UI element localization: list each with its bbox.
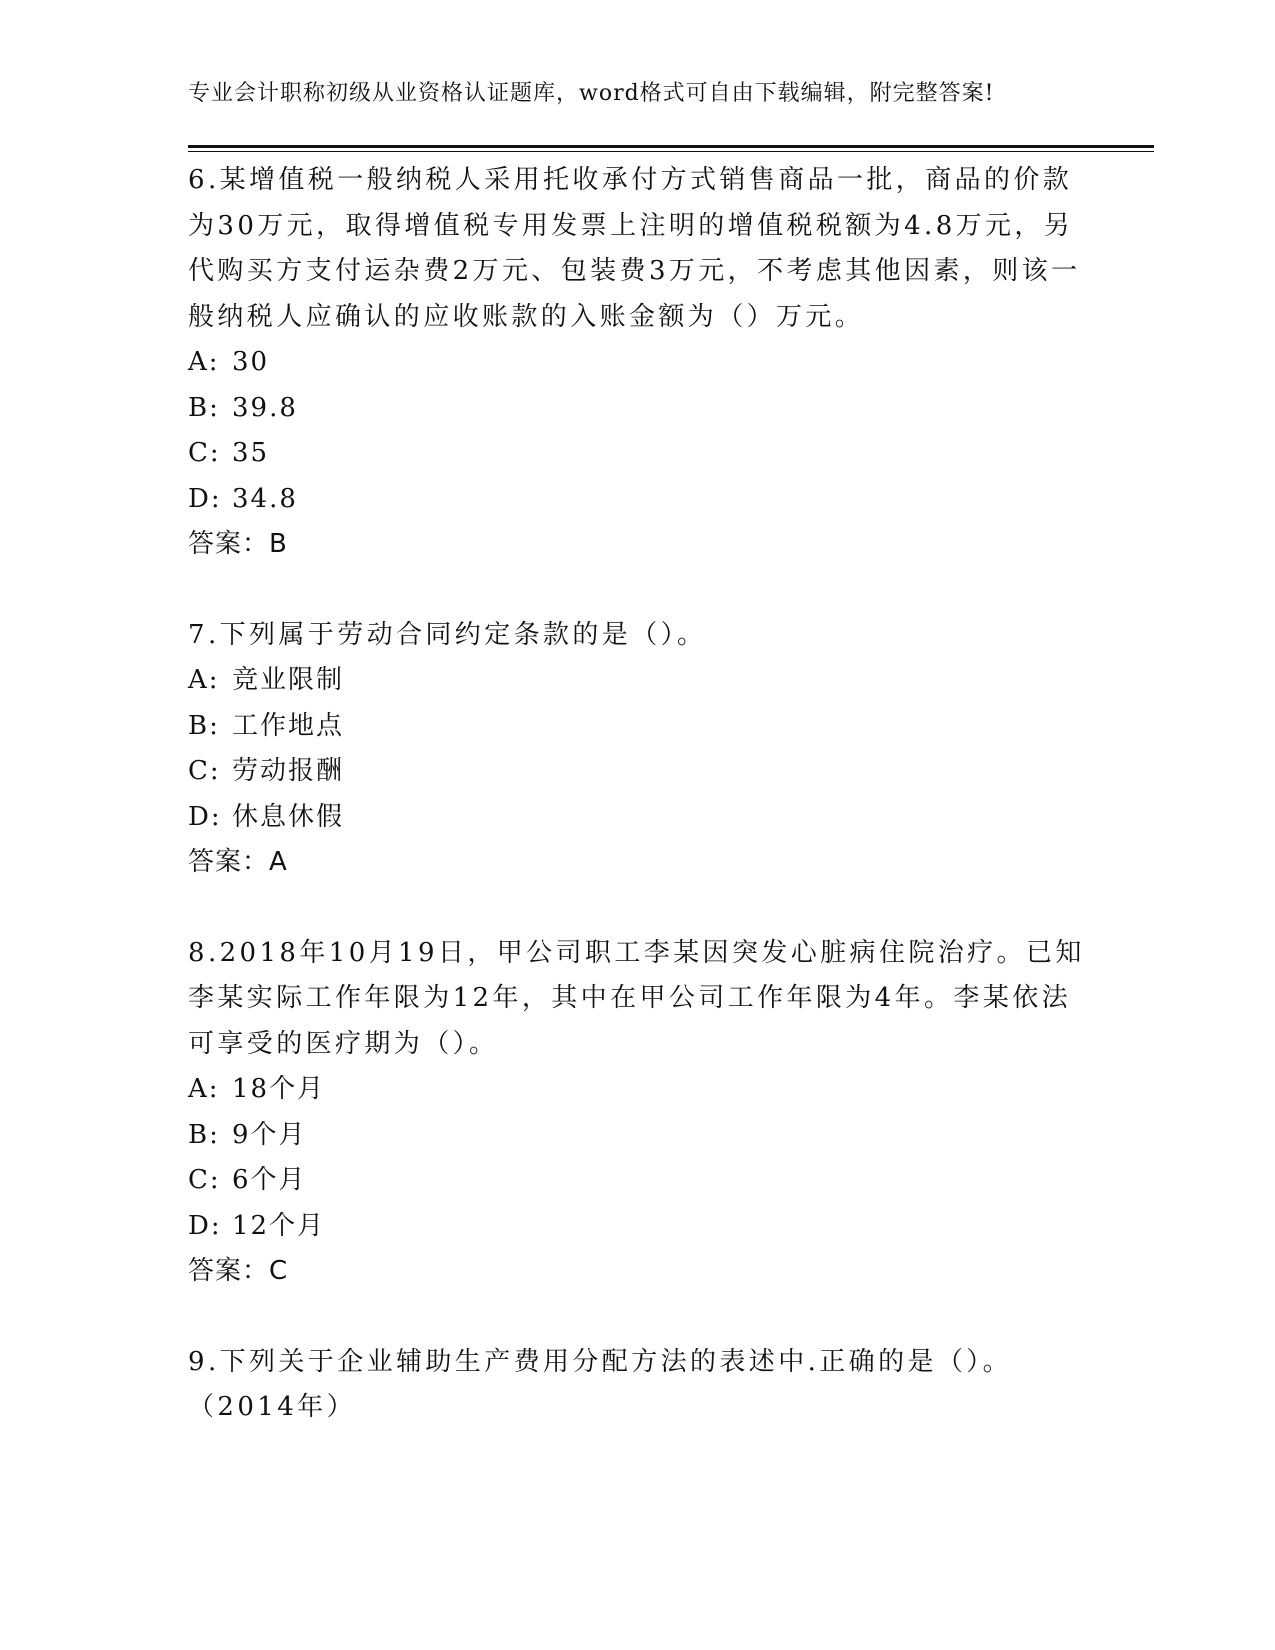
question-stem: 7.下列属于劳动合同约定条款的是（）。 bbox=[188, 619, 707, 650]
question-stem: 8.2018年10月19日，甲公司职工李某因突发心脏病住院治疗。已知李某实际工作年限为12年，其中在甲公司工作年限为4年。李某依法可享受的医疗期为（）。 bbox=[188, 937, 1085, 1059]
option-c: C: 6个月 bbox=[188, 1165, 307, 1195]
answer-line: 答案：B bbox=[188, 529, 288, 559]
spacer bbox=[188, 1295, 1088, 1340]
question-6 bbox=[188, 158, 1088, 568]
answer-line: 答案：C bbox=[188, 1256, 289, 1286]
option-d: D: 12个月 bbox=[188, 1210, 326, 1241]
option-c: C: 劳动报酬 bbox=[188, 756, 345, 786]
option-b: B: 工作地点 bbox=[188, 710, 345, 741]
question-list bbox=[188, 158, 1088, 1431]
question-stem: 6.某增值税一般纳税人采用托收承付方式销售商品一批，商品的价款为30万元，取得增值税专用发票上注明的增值税税额为4.8万元，另代购买方支付运杂费2万元、包装费3万元，不考虑其他因素，则该一般纳税人应确认的应收账款的入账金额为（）万元。 bbox=[188, 165, 1081, 332]
spacer bbox=[188, 886, 1088, 931]
question-stem: 9.下列关于企业辅助生产费用分配方法的表述中.正确的是（）。（2014年） bbox=[188, 1346, 1013, 1422]
option-b: B: 9个月 bbox=[188, 1119, 307, 1150]
question-8 bbox=[188, 931, 1088, 1295]
answer-line: 答案：A bbox=[188, 847, 288, 877]
header-divider-thin bbox=[188, 151, 1154, 152]
spacer bbox=[188, 568, 1088, 613]
option-d: D: 休息休假 bbox=[188, 801, 345, 832]
page-header: 专业会计职称初级从业资格认证题库，word格式可自由下载编辑，附完整答案! bbox=[188, 81, 995, 106]
option-a: A: 30 bbox=[188, 347, 270, 377]
option-d: D: 34.8 bbox=[188, 483, 298, 514]
header-divider bbox=[188, 145, 1154, 148]
question-9 bbox=[188, 1340, 1088, 1431]
option-a: A: 竞业限制 bbox=[188, 665, 345, 695]
option-c: C: 35 bbox=[188, 438, 270, 468]
question-7 bbox=[188, 613, 1088, 886]
option-a: A: 18个月 bbox=[188, 1074, 326, 1104]
option-b: B: 39.8 bbox=[188, 392, 298, 423]
